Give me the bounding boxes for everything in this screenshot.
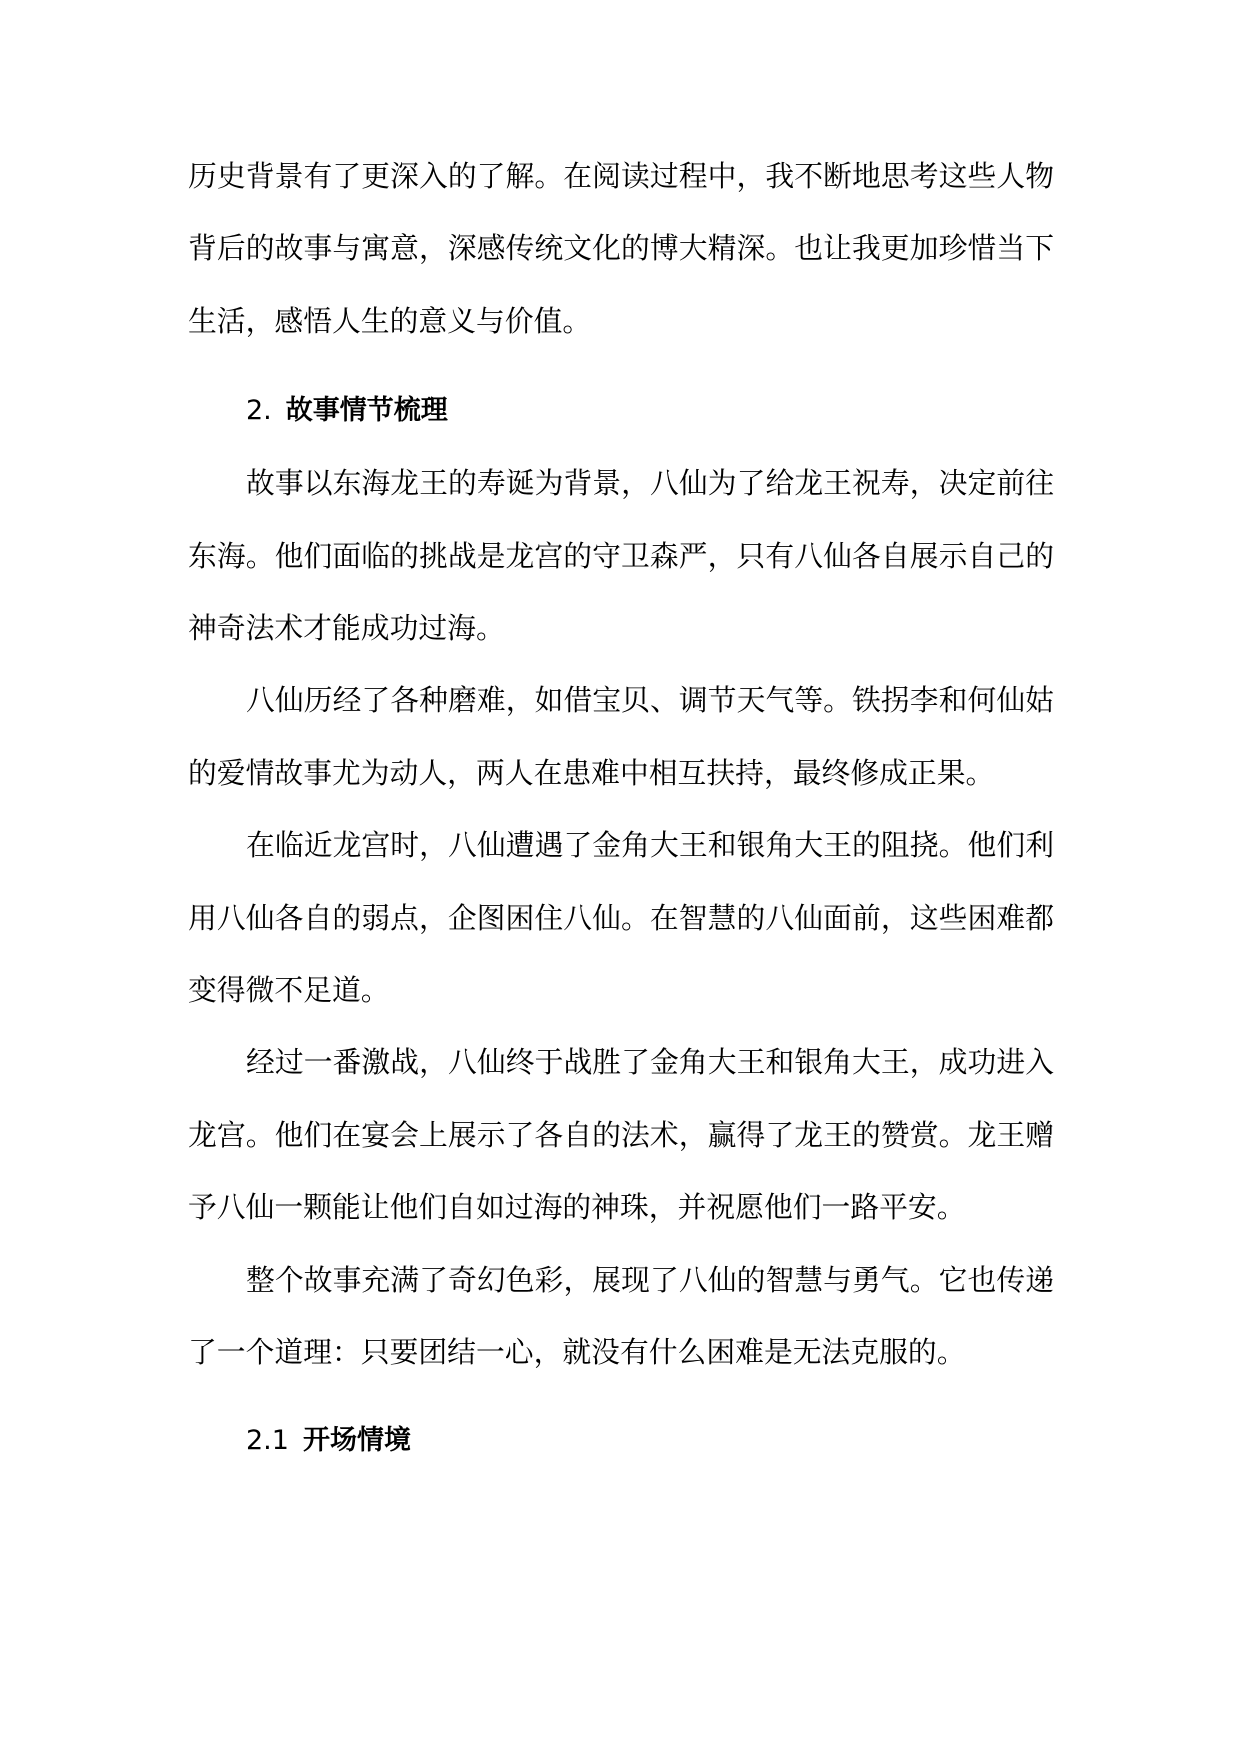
paragraph: 经过一番激战，八仙终于战胜了金角大王和银角大王，成功进入龙宫。他们在宴会上展示了各自的法术，赢得了龙王的赞赏。龙王赠予八仙一颗能让他们自如过海的神珠，并祝愿他们一路平安。 (188, 1045, 1054, 1225)
section-number: 2.1 (246, 1424, 289, 1456)
paragraph: 八仙历经了各种磨难，如借宝贝、调节天气等。铁拐李和何仙姑的爱情故事尤为动人，两人在患难中相互扶持，最终修成正果。 (188, 683, 1054, 790)
paragraph-continuation: 历史背景有了更深入的了解。在阅读过程中，我不断地思考这些人物背后的故事与寓意，深感传统文化的博大精深。也让我更加珍惜当下生活，感悟人生的意义与价值。 (188, 159, 1054, 338)
paragraph: 整个故事充满了奇幻色彩，展现了八仙的智慧与勇气。它也传递了一个道理：只要团结一心，就没有什么困难是无法克服的。 (188, 1262, 1054, 1370)
section-title: 故事情节梳理 (285, 395, 448, 427)
document-body (188, 140, 1054, 1459)
section-number: 2. (246, 395, 272, 427)
paragraph: 在临近龙宫时，八仙遭遇了金角大王和银角大王的阻挠。他们利用八仙各自的弱点，企图困住八仙。在智慧的八仙面前，这些困难都变得微不足道。 (188, 828, 1054, 1008)
paragraph: 故事以东海龙王的寿诞为背景，八仙为了给龙王祝寿，决定前往东海。他们面临的挑战是龙宫的守卫森严，只有八仙各自展示自己的神奇法术才能成功过海。 (188, 466, 1054, 646)
section-title: 开场情境 (302, 1424, 411, 1456)
section-heading-2-1 (188, 1423, 1054, 1459)
section-heading-2 (188, 393, 1054, 429)
